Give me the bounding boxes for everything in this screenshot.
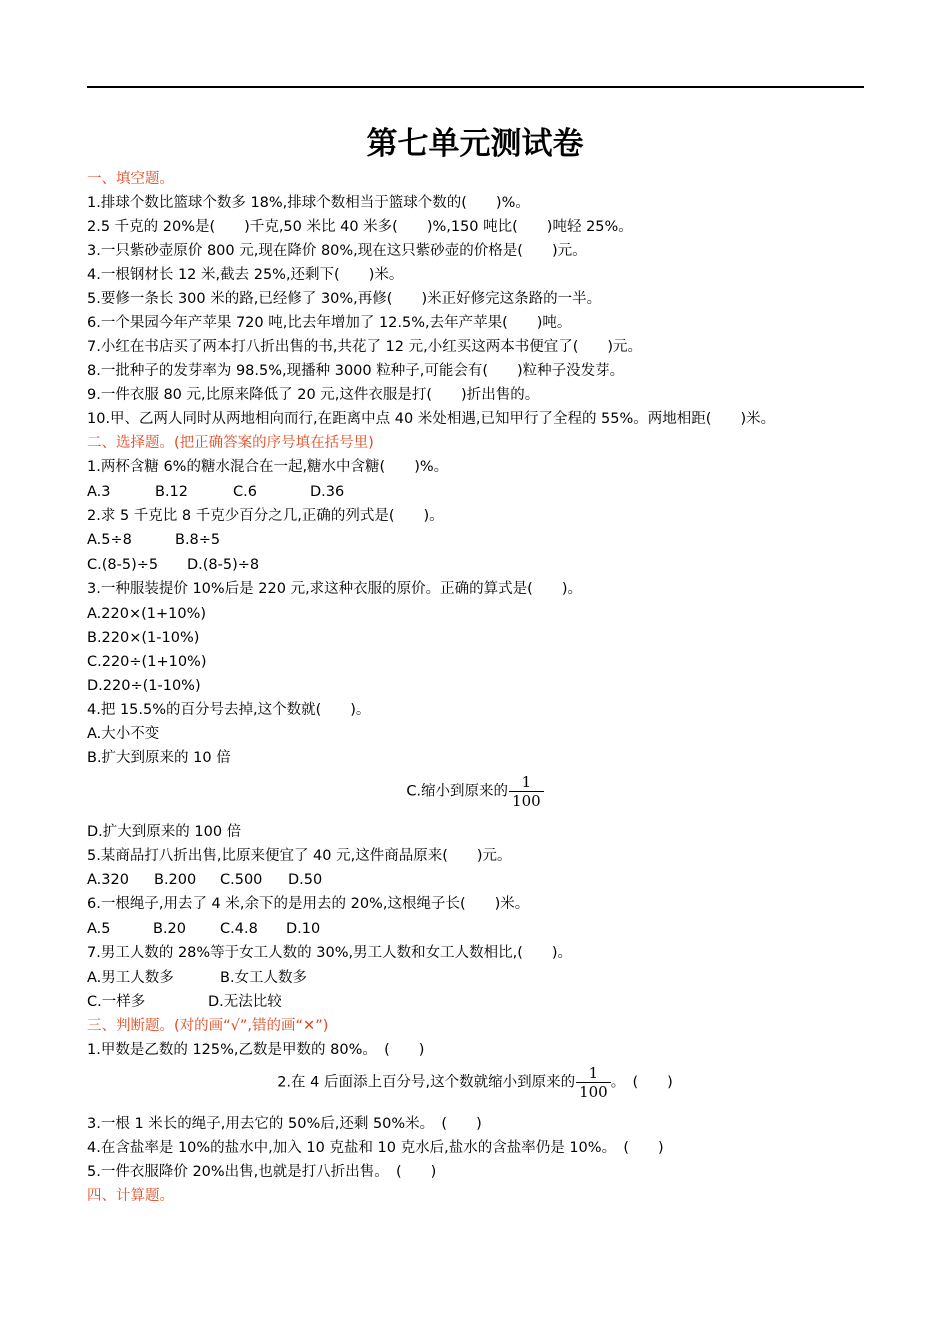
option-c: C.(8-5)÷5 — [87, 557, 159, 573]
fraction-one-hundredth — [576, 1064, 611, 1101]
fill-question-2: 2.5 千克的 20%是( )千克,50 米比 40 米多( )%,150 吨比( )吨轻 25%。 — [87, 219, 633, 235]
option-a: A.男工人数多 — [87, 970, 174, 986]
option-d: D.36 — [310, 484, 345, 500]
option-a: A.5÷8 — [87, 532, 132, 548]
judge-question-1: 1.甲数是乙数的 125%,乙数是甲数的 80%。 ( ) — [87, 1042, 425, 1058]
fill-question-6: 6.一个果园今年产苹果 720 吨,比去年增加了 12.5%,去年产苹果( )吨。 — [87, 315, 572, 331]
choice-4-option-b: B.扩大到原来的 10 倍 — [87, 750, 231, 766]
section-heading-judge: 三、判断题。(对的画“√”,错的画“✕”) — [87, 1018, 329, 1034]
page-title: 第七单元测试卷 — [366, 126, 584, 162]
choice-4-option-c — [0, 773, 950, 810]
choice-question-6: 6.一根绳子,用去了 4 米,余下的是用去的 20%,这根绳子长( )米。 — [87, 896, 530, 912]
option-d: D.无法比较 — [208, 994, 282, 1010]
fraction-numerator: 1 — [521, 773, 532, 791]
choice-2-options-ab — [87, 530, 220, 550]
fill-question-4: 4.一根钢材长 12 米,截去 25%,还剩下( )米。 — [87, 267, 404, 283]
option-c: C.500 — [220, 872, 263, 888]
option-c: C.4.8 — [220, 921, 258, 937]
choice-question-7: 7.男工人数的 28%等于女工人数的 30%,男工人数和女工人数相比,( )。 — [87, 945, 573, 961]
choice-question-4: 4.把 15.5%的百分号去掉,这个数就( )。 — [87, 702, 371, 718]
option-b: B.200 — [154, 872, 197, 888]
choice-3-option-c: C.220÷(1+10%) — [87, 654, 207, 670]
option-b: B.女工人数多 — [220, 970, 308, 986]
judge-question-4: 4.在含盐率是 10%的盐水中,加入 10 克盐和 10 克水后,盐水的含盐率仍是 10%。 ( ) — [87, 1140, 664, 1156]
option-a: A.3 — [87, 484, 111, 500]
choice-3-option-b: B.220×(1-10%) — [87, 630, 200, 646]
choice-2-options-cd — [87, 555, 259, 575]
choice-7-options-cd — [87, 992, 282, 1012]
option-a: A.5 — [87, 921, 111, 937]
judge-question-3: 3.一根 1 米长的绳子,用去它的 50%后,还剩 50%米。 ( ) — [87, 1116, 482, 1132]
fill-question-9: 9.一件衣服 80 元,比原来降低了 20 元,这件衣服是打( )折出售的。 — [87, 387, 540, 403]
choice-3-option-d: D.220÷(1-10%) — [87, 678, 201, 694]
option-b: B.12 — [155, 484, 189, 500]
option-d: D.(8-5)÷8 — [187, 557, 260, 573]
fill-question-10: 10.甲、乙两人同时从两地相向而行,在距离中点 40 米处相遇,已知甲行了全程的 55%。两地相距( )米。 — [87, 411, 776, 427]
option-c: C.一样多 — [87, 994, 146, 1010]
fill-question-5: 5.要修一条长 300 米的路,已经修了 30%,再修( )米正好修完这条路的一半。 — [87, 291, 602, 307]
choice-1-options — [87, 482, 344, 502]
choice-question-5: 5.某商品打八折出售,比原来便宜了 40 元,这件商品原来( )元。 — [87, 848, 512, 864]
option-b: B.20 — [153, 921, 187, 937]
section-heading-fill: 一、填空题。 — [87, 171, 174, 187]
fraction-denominator: 100 — [509, 791, 544, 810]
judge-question-5: 5.一件衣服降价 20%出售,也就是打八折出售。 ( ) — [87, 1164, 437, 1180]
choice-6-options — [87, 919, 320, 939]
option-d: D.50 — [288, 872, 323, 888]
choice-5-options — [87, 870, 322, 890]
fill-question-3: 3.一只紫砂壶原价 800 元,现在降价 80%,现在这只紫砂壶的价格是( )元。 — [87, 243, 587, 259]
choice-4-option-d: D.扩大到原来的 100 倍 — [87, 824, 242, 840]
judge-2-text: 2.在 4 后面添上百分号,这个数就缩小到原来的 — [277, 1074, 576, 1091]
option-d: D.10 — [286, 921, 321, 937]
choice-question-3: 3.一种服装提价 10%后是 220 元,求这种衣服的原价。正确的算式是( )。 — [87, 581, 582, 597]
judge-2-bracket: 。 ( ) — [610, 1074, 673, 1091]
option-a: A.320 — [87, 872, 129, 888]
fraction-denominator: 100 — [576, 1082, 611, 1101]
fill-question-8: 8.一批种子的发芽率为 98.5%,现播种 3000 粒种子,可能会有( )粒种子没发芽。 — [87, 363, 625, 379]
choice-question-1: 1.两杯含糖 6%的糖水混合在一起,糖水中含糖( )%。 — [87, 459, 449, 475]
fraction-one-hundredth — [509, 773, 544, 810]
choice-7-options-ab — [87, 968, 307, 988]
fraction-numerator: 1 — [588, 1064, 599, 1082]
fill-question-1: 1.排球个数比篮球个数多 18%,排球个数相当于篮球个数的( )%。 — [87, 195, 530, 211]
choice-3-option-a: A.220×(1+10%) — [87, 606, 207, 622]
option-b: B.8÷5 — [175, 532, 221, 548]
section-heading-choice: 二、选择题。(把正确答案的序号填在括号里) — [87, 435, 374, 451]
choice-question-2: 2.求 5 千克比 8 千克少百分之几,正确的列式是( )。 — [87, 508, 444, 524]
top-rule — [87, 86, 864, 88]
option-c-text: C.缩小到原来的 — [406, 783, 509, 800]
judge-question-2 — [0, 1064, 950, 1101]
fill-question-7: 7.小红在书店买了两本打八折出售的书,共花了 12 元,小红买这两本书便宜了( )元。 — [87, 339, 643, 355]
section-heading-calc: 四、计算题。 — [87, 1188, 174, 1204]
choice-4-option-a: A.大小不变 — [87, 726, 160, 742]
option-c: C.6 — [233, 484, 257, 500]
